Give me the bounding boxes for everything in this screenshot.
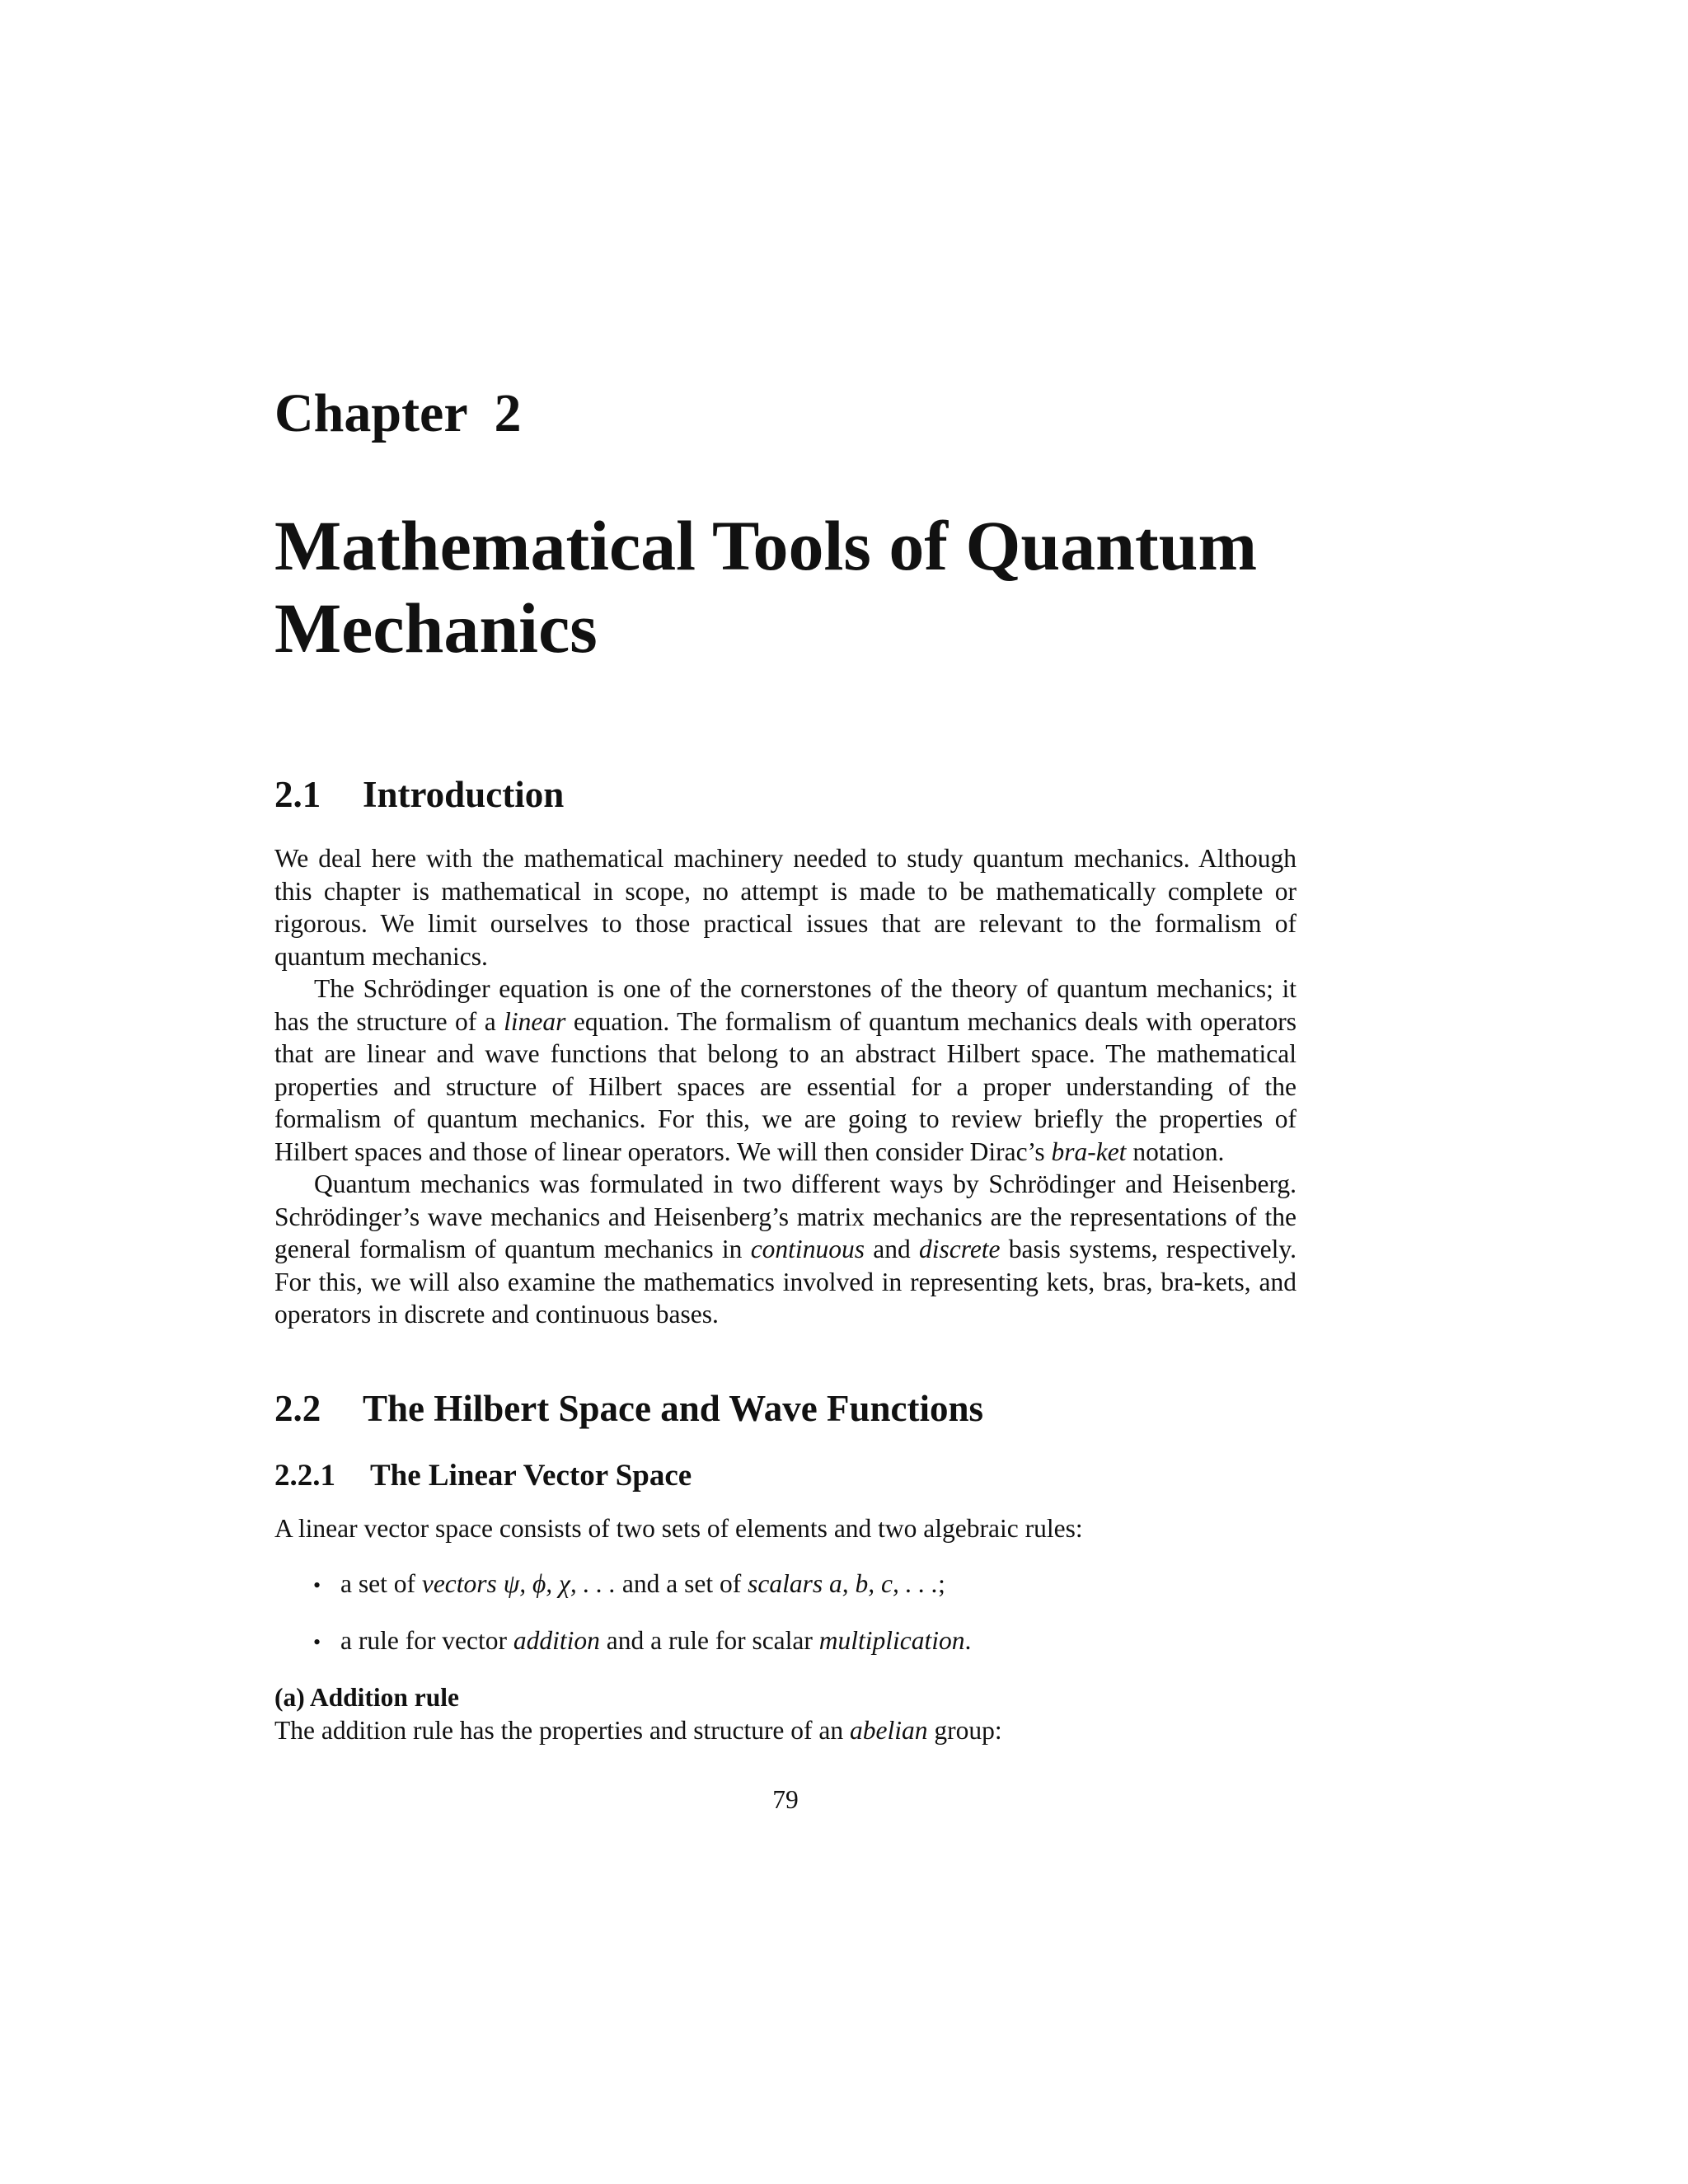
section-heading-hilbert-space — [274, 1385, 983, 1432]
intro-paragraph-2: The Schrödinger equation is one of the cornerstones of the theory of quantum mechanics; it has the structure of a linear equation. The formalism of quantum mechanics deals with operators that are linear and wave functions that belong to an abstract Hilbert space. The mathematical properties and structure of Hilbert spaces are essential for a proper understanding of the formalism of quantum mechanics. For this, we are going to review briefly the properties of Hilbert spaces and those of linear operators. We will then consider Dirac’s bra-ket notation. — [274, 974, 1297, 1166]
addition-rule-label: (a) Addition rule — [274, 1683, 460, 1712]
subsection-title: The Linear Vector Space — [370, 1459, 692, 1493]
section-number: 2.1 — [274, 774, 321, 815]
introduction-body — [274, 842, 1296, 1331]
section-heading-introduction — [274, 771, 564, 818]
section-title: The Hilbert Space and Wave Functions — [363, 1388, 984, 1429]
intro-paragraph-3: Quantum mechanics was formulated in two different ways by Schrödinger and Heisenberg. Schrödinger’s wave mechanics and Heisenberg’s matrix mechanics are the representations of the general formalism of quantum mechanics in continuous and discrete basis systems, respectively. For this, we will also examine the mathematics involved in representing kets, bras, bra-kets, and operators in discrete and continuous bases. — [274, 1169, 1296, 1329]
page-number: 79 — [772, 1785, 799, 1814]
bullet-icon: • — [313, 1573, 321, 1597]
list-item: • a rule for vector addition and a rule for scalar multiplication. — [313, 1624, 971, 1659]
linear-space-intro: A linear vector space consists of two sets of elements and two algebraic rules: — [274, 1514, 1083, 1543]
subsection-heading-linear-vector-space — [274, 1457, 692, 1495]
chapter-label: Chapter 2 — [274, 383, 522, 443]
subsection-number: 2.2.1 — [274, 1459, 335, 1493]
section-number: 2.2 — [274, 1388, 321, 1429]
bullet-icon: • — [313, 1630, 321, 1654]
section-title: Introduction — [363, 774, 565, 815]
chapter-title: Mathematical Tools of Quantum Mechanics — [274, 506, 1258, 668]
intro-paragraph-1: We deal here with the mathematical machinery needed to study quantum mechanics. Although this chapter is mathematical in scope, no attempt is made to be mathematically complete or rigorous. We limit ourselves to those practical issues that are relevant to the formalism of quantum mechanics. — [274, 844, 1296, 971]
list-item: • a set of vectors ψ, ϕ, χ, . . . and a set of scalars a, b, c, . . .; — [313, 1568, 945, 1602]
addition-rule-text: The addition rule has the properties and structure of an abelian group: — [274, 1716, 1002, 1745]
